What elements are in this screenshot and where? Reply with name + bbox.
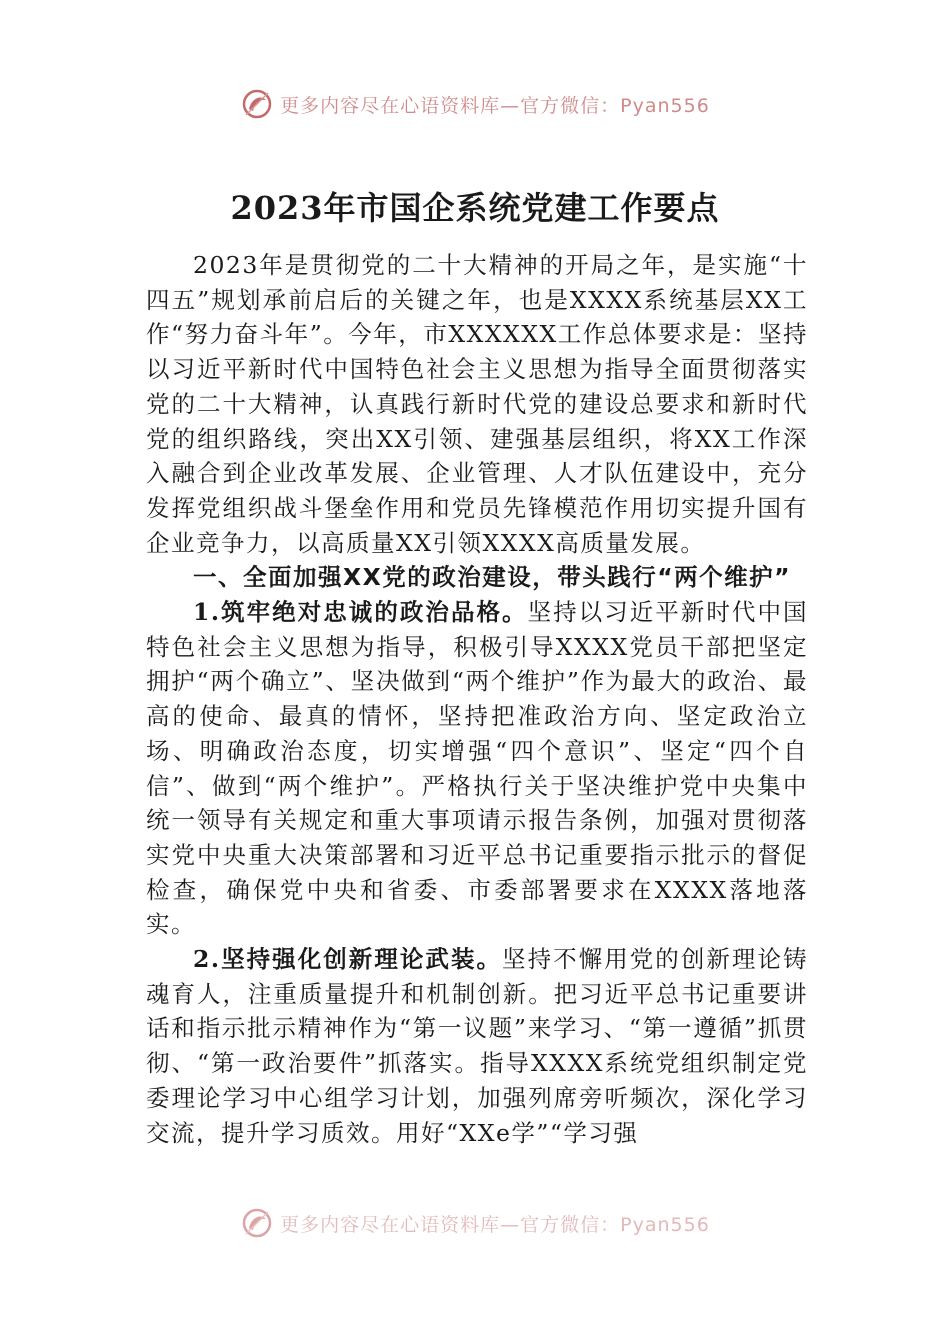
item-paragraph-1	[146, 595, 808, 942]
watermark-text: 更多内容尽在心语资料库—官方微信：Pyan556	[280, 94, 710, 117]
swirl-logo-icon	[240, 87, 274, 121]
item-body-2: 坚持不懈用党的创新理论铸魂育人，注重质量提升和机制创新。把习近平总书记重要讲话和指示批示精神作为“第一议题”来学习、“第一遵循”抓贯彻、“第一政治要件”抓落实。指导XXXX系统党组织制定党委理论学习中心组学习计划，加强列席旁听频次，深化学习交流，提升学习质效。用好“XXe学”“学习强	[146, 945, 808, 1147]
item-title-2: 2.坚持强化创新理论武装。	[193, 945, 503, 974]
intro-paragraph: 2023年是贯彻党的二十大精神的开局之年，是实施“十四五”规划承前启后的关键之年，也是XXXX系统基层XX工作“努力奋斗年”。今年，市XXXXXX工作总体要求是：坚持以习近平新时代中国特色社会主义思想为指导全面贯彻落实党的二十大精神，认真践行新时代党的建设总要求和新时代党的组织路线，突出XX引领、建强基层组织，将XX工作深入融合到企业改革发展、企业管理、人才队伍建设中，充分发挥党组织战斗堡垒作用和党员先锋模范作用切实提升国有企业竞争力，以高质量XX引领XXXX高质量发展。	[146, 251, 808, 557]
item-body-1: 坚持以习近平新时代中国特色社会主义思想为指导，积极引导XXXX党员干部把坚定拥护“两个确立”、坚决做到“两个维护”作为最大的政治、最高的使命、最真的情怀，坚持把准政治方向、坚定政治立场、明确政治态度，切实增强“四个意识”、坚定“四个自信”、做到“两个维护”。严格执行关于坚决维护党中央集中统一领导有关规定和重大事项请示报告条例，加强对贯彻落实党中央重大决策部署和习近平总书记重要指示批示的督促检查，确保党中央和省委、市委部署要求在XXXX落地落实。	[146, 598, 808, 939]
watermark-text: 更多内容尽在心语资料库—官方微信：Pyan556	[280, 1213, 710, 1236]
item-paragraph-2	[146, 942, 808, 1150]
section-heading: 一、全面加强XX党的政治建设，带头践行“两个维护”	[193, 563, 792, 592]
page-title: 2023年市国企系统党建工作要点	[230, 189, 720, 227]
watermark-footer	[0, 1203, 950, 1243]
swirl-logo-icon	[240, 1206, 274, 1240]
item-title-1: 1.筑牢绝对忠诚的政治品格。	[193, 598, 528, 627]
watermark-header	[0, 84, 950, 124]
document-body	[146, 248, 808, 1150]
